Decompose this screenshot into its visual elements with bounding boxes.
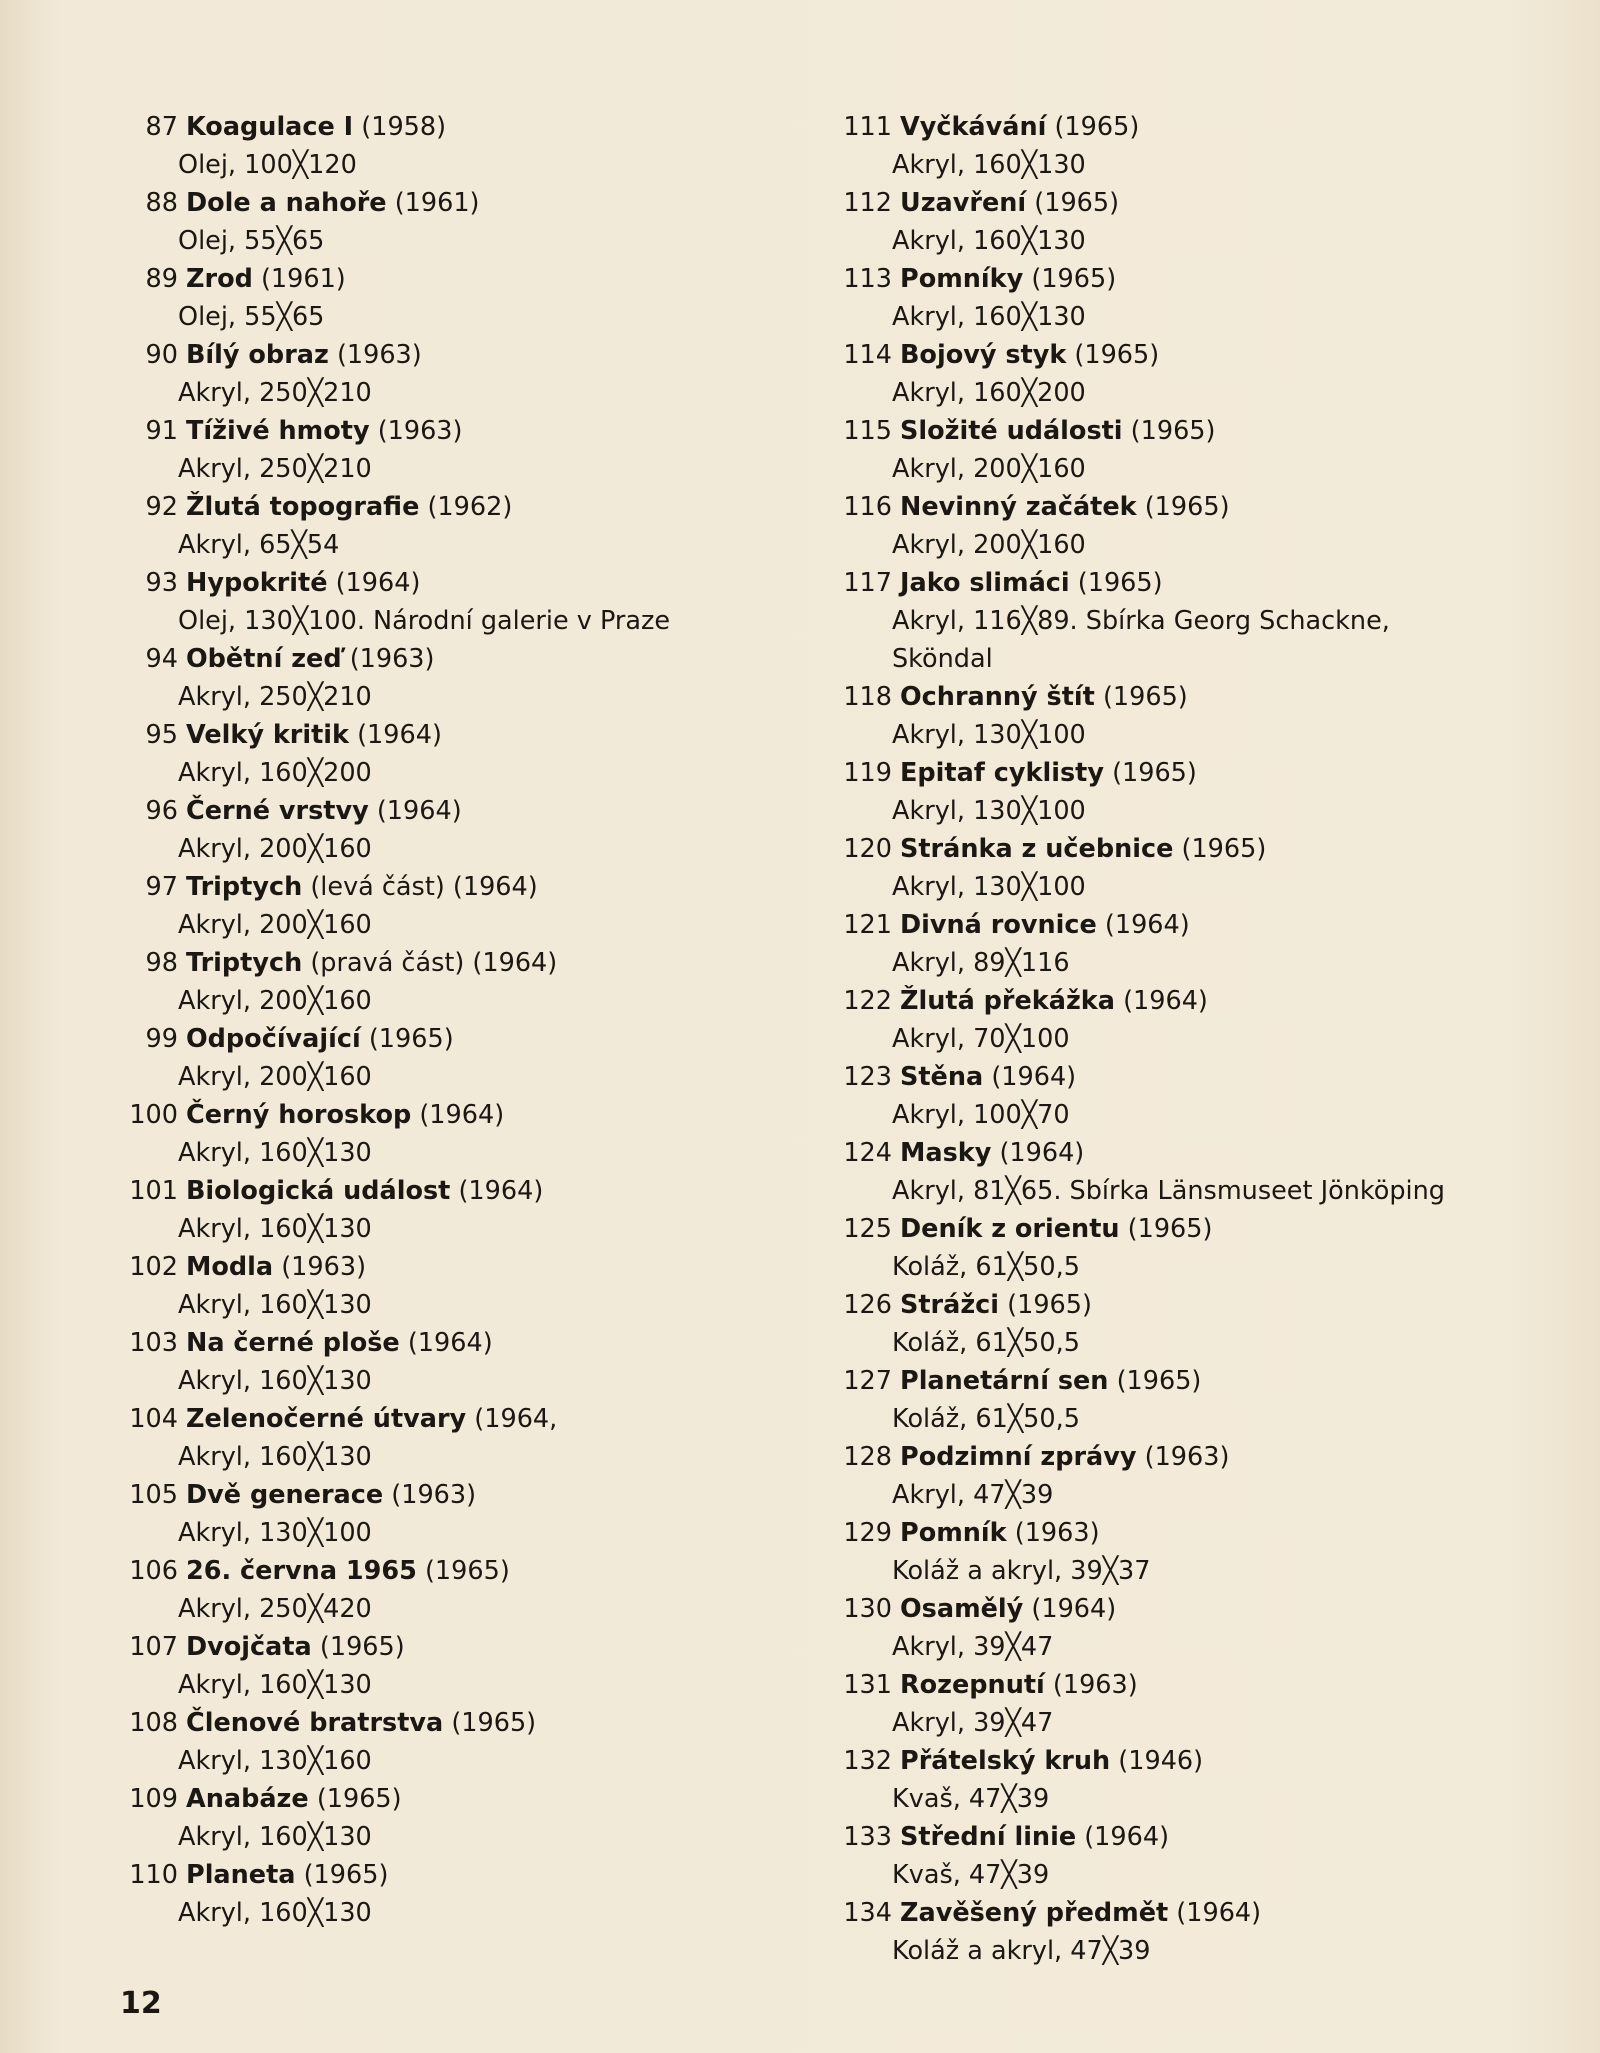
entry-medium-size: Olej, 55╳65 xyxy=(178,302,325,332)
entry-heading xyxy=(842,412,1562,450)
entry-title: Členové bratrstva xyxy=(186,1708,444,1738)
entry-medium-size: Akryl, 160╳130 xyxy=(178,1442,372,1472)
entry-medium-size: Koláž, 61╳50,5 xyxy=(892,1404,1080,1434)
entry-title: Anabáze xyxy=(186,1784,309,1814)
entry-number: 114 xyxy=(843,340,892,370)
entry-heading xyxy=(842,564,1562,602)
catalog-entry xyxy=(128,184,808,260)
catalog-entry xyxy=(128,944,808,1020)
entry-number: 116 xyxy=(843,492,892,522)
entry-heading xyxy=(842,678,1562,716)
catalog-entry xyxy=(128,640,808,716)
catalog-entry xyxy=(128,1248,808,1324)
entry-medium-size: Akryl, 160╳130 xyxy=(178,1898,372,1928)
entry-medium-size: Akryl, 81╳65. Sbírka Länsmuseet Jönköping xyxy=(892,1176,1445,1206)
catalog-entry xyxy=(842,1894,1562,1970)
entry-heading xyxy=(128,1172,808,1210)
entry-medium-size: Akryl, 130╳160 xyxy=(178,1746,372,1776)
entry-title: Složité události xyxy=(900,416,1123,446)
entry-heading xyxy=(128,716,808,754)
catalog-entry xyxy=(842,1210,1562,1286)
catalog-entry xyxy=(842,1666,1562,1742)
entry-title: Triptych xyxy=(186,872,303,902)
entry-medium-size: Akryl, 250╳210 xyxy=(178,454,372,484)
catalog-entry xyxy=(128,1552,808,1628)
entry-title: Modla xyxy=(186,1252,274,1282)
entry-medium-size: Akryl, 200╳160 xyxy=(178,910,372,940)
catalog-entry xyxy=(842,488,1562,564)
entry-title: Osamělý xyxy=(900,1594,1024,1624)
entry-year: (1965) xyxy=(1077,568,1163,598)
catalog-entry xyxy=(842,1134,1562,1210)
entry-year: (1965) xyxy=(1127,1214,1213,1244)
entry-year: (1963) xyxy=(349,644,435,674)
entry-number: 119 xyxy=(843,758,892,788)
entry-title: Dvojčata xyxy=(186,1632,312,1662)
entry-heading xyxy=(842,260,1562,298)
entry-number: 110 xyxy=(129,1860,178,1890)
entry-heading xyxy=(842,1590,1562,1628)
entry-medium-size: Koláž, 61╳50,5 xyxy=(892,1328,1080,1358)
entry-heading xyxy=(842,1286,1562,1324)
catalog-entry xyxy=(842,1514,1562,1590)
entry-title: Zrod xyxy=(186,264,253,294)
catalog-entry xyxy=(842,564,1562,678)
entry-title: Vyčkávání xyxy=(900,112,1047,142)
entry-title: Na černé ploše xyxy=(186,1328,400,1358)
entry-number: 89 xyxy=(145,264,178,294)
catalog-entry xyxy=(128,1780,808,1856)
entry-year: (1964) xyxy=(999,1138,1085,1168)
entry-title: Žlutá topografie xyxy=(186,492,420,522)
entry-year: (1964) xyxy=(376,796,462,826)
entry-title: Podzimní zprávy xyxy=(900,1442,1137,1472)
entry-year: (1961) xyxy=(394,188,480,218)
entry-medium-size: Koláž a akryl, 39╳37 xyxy=(892,1556,1151,1586)
entry-number: 87 xyxy=(145,112,178,142)
entry-year: (1946) xyxy=(1118,1746,1204,1776)
catalog-entry xyxy=(842,1590,1562,1666)
entry-number: 104 xyxy=(129,1404,178,1434)
entry-year: (1964) xyxy=(1104,910,1190,940)
entry-title: Jako slimáci xyxy=(900,568,1070,598)
entry-heading xyxy=(128,1248,808,1286)
entry-year: (1964) xyxy=(419,1100,505,1130)
left-column xyxy=(128,108,808,1932)
entry-year: (1965) xyxy=(319,1632,405,1662)
catalog-entry xyxy=(128,1628,808,1704)
entry-number: 88 xyxy=(145,188,178,218)
entry-number: 130 xyxy=(843,1594,892,1624)
entry-number: 99 xyxy=(145,1024,178,1054)
entry-heading xyxy=(128,488,808,526)
entry-title: Deník z orientu xyxy=(900,1214,1120,1244)
catalog-entry xyxy=(128,336,808,412)
entry-medium-size: Akryl, 47╳39 xyxy=(892,1480,1054,1510)
entry-title: Nevinný začátek xyxy=(900,492,1137,522)
entry-number: 109 xyxy=(129,1784,178,1814)
entry-heading xyxy=(128,640,808,678)
entry-number: 107 xyxy=(129,1632,178,1662)
entry-title: Dole a nahoře xyxy=(186,188,387,218)
catalog-entry xyxy=(842,1438,1562,1514)
entry-year: (1963) xyxy=(1014,1518,1100,1548)
entry-number: 111 xyxy=(843,112,892,142)
entry-year: (1965) xyxy=(1034,188,1120,218)
entry-heading xyxy=(842,108,1562,146)
entry-medium-size: Akryl, 39╳47 xyxy=(892,1632,1054,1662)
entry-title: Přátelský kruh xyxy=(900,1746,1111,1776)
entry-year: (1965) xyxy=(451,1708,537,1738)
entry-medium-size: Akryl, 130╳100 xyxy=(178,1518,372,1548)
entry-year: (1961) xyxy=(260,264,346,294)
entry-medium-size: Akryl, 250╳420 xyxy=(178,1594,372,1624)
entry-medium-size: Akryl, 130╳100 xyxy=(892,796,1086,826)
entry-year: (1964) xyxy=(991,1062,1077,1092)
entry-title: Černé vrstvy xyxy=(186,796,369,826)
entry-year: (1965) xyxy=(1031,264,1117,294)
entry-heading xyxy=(842,906,1562,944)
entry-title: Biologická událost xyxy=(186,1176,451,1206)
entry-medium-size: Akryl, 200╳160 xyxy=(178,834,372,864)
entry-number: 100 xyxy=(129,1100,178,1130)
entry-year: (1964) xyxy=(472,948,558,978)
entry-heading xyxy=(128,1552,808,1590)
catalog-entry xyxy=(128,564,808,640)
catalog-entry xyxy=(128,1704,808,1780)
entry-title: Masky xyxy=(900,1138,992,1168)
entry-heading xyxy=(842,1894,1562,1932)
entry-number: 98 xyxy=(145,948,178,978)
entry-year: (1964) xyxy=(357,720,442,750)
entry-title: Pomník xyxy=(900,1518,1007,1548)
entry-number: 112 xyxy=(843,188,892,218)
entry-year: (1965) xyxy=(1054,112,1140,142)
catalog-entry xyxy=(128,1324,808,1400)
entry-heading xyxy=(128,792,808,830)
entry-year: (1962) xyxy=(427,492,513,522)
catalog-entry xyxy=(128,260,808,336)
catalog-entry xyxy=(842,906,1562,982)
entry-number: 125 xyxy=(843,1214,892,1244)
entry-number: 115 xyxy=(843,416,892,446)
entry-heading xyxy=(842,1666,1562,1704)
entry-number: 96 xyxy=(145,796,178,826)
entry-number: 94 xyxy=(145,644,178,674)
entry-number: 132 xyxy=(843,1746,892,1776)
entry-title: Žlutá překážka xyxy=(900,986,1115,1016)
entry-medium-size: Olej, 130╳100. Národní galerie v Praze xyxy=(178,606,671,636)
entry-year: (1965) xyxy=(1102,682,1188,712)
right-column xyxy=(842,108,1562,1970)
entry-title: Velký kritik xyxy=(186,720,349,750)
catalog-entry xyxy=(128,1476,808,1552)
entry-title: Zelenočerné útvary xyxy=(186,1404,467,1434)
entry-collection-continued: Sköndal xyxy=(892,644,993,674)
entry-heading xyxy=(842,754,1562,792)
entry-medium-size: Akryl, 160╳200 xyxy=(892,378,1086,408)
entry-number: 122 xyxy=(843,986,892,1016)
entry-number: 123 xyxy=(843,1062,892,1092)
entry-number: 128 xyxy=(843,1442,892,1472)
entry-title: Strážci xyxy=(900,1290,1000,1320)
entry-heading xyxy=(842,1210,1562,1248)
entry-title: Střední linie xyxy=(900,1822,1077,1852)
entry-number: 93 xyxy=(145,568,178,598)
entry-medium-size: Akryl, 100╳70 xyxy=(892,1100,1070,1130)
entry-heading xyxy=(842,1134,1562,1172)
entry-year: (1958) xyxy=(361,112,447,142)
entry-medium-size: Akryl, 70╳100 xyxy=(892,1024,1070,1054)
entry-medium-size: Akryl, 250╳210 xyxy=(178,378,372,408)
entry-heading xyxy=(128,1324,808,1362)
entry-title: Stránka z učebnice xyxy=(900,834,1174,864)
entry-year: (1964) xyxy=(1176,1898,1262,1928)
entry-title: Černý horoskop xyxy=(186,1100,412,1130)
entry-medium-size: Akryl, 39╳47 xyxy=(892,1708,1054,1738)
entry-heading xyxy=(842,1818,1562,1856)
entry-heading xyxy=(128,1476,808,1514)
entry-title: Uzavření xyxy=(900,188,1027,218)
entry-number: 126 xyxy=(843,1290,892,1320)
entry-heading xyxy=(128,108,808,146)
entry-heading xyxy=(842,488,1562,526)
entry-medium-size: Akryl, 200╳160 xyxy=(892,454,1086,484)
catalog-entry xyxy=(842,412,1562,488)
entry-medium-size: Kvaš, 47╳39 xyxy=(892,1860,1050,1890)
entry-medium-size: Akryl, 160╳130 xyxy=(178,1214,372,1244)
entry-number: 118 xyxy=(843,682,892,712)
entry-medium-size: Akryl, 130╳100 xyxy=(892,872,1086,902)
entry-title: Obětní zeď xyxy=(186,644,342,674)
entry-number: 101 xyxy=(129,1176,178,1206)
entry-medium-size: Akryl, 200╳160 xyxy=(178,986,372,1016)
entry-year: (1965) xyxy=(1130,416,1216,446)
entry-heading xyxy=(128,564,808,602)
entry-title: Rozepnutí xyxy=(900,1670,1045,1700)
entry-number: 120 xyxy=(843,834,892,864)
catalog-entry xyxy=(842,1742,1562,1818)
entry-medium-size: Akryl, 250╳210 xyxy=(178,682,372,712)
entry-year: (1963) xyxy=(1144,1442,1230,1472)
catalog-entry xyxy=(842,184,1562,260)
entry-title: Planetární sen xyxy=(900,1366,1109,1396)
entry-number: 91 xyxy=(145,416,178,446)
entry-medium-size: Olej, 100╳120 xyxy=(178,150,357,180)
entry-year: (1965) xyxy=(1074,340,1160,370)
entry-year: (1963) xyxy=(336,340,422,370)
entry-year: (1964) xyxy=(1123,986,1208,1016)
catalog-entry xyxy=(128,868,808,944)
entry-medium-size: Akryl, 160╳130 xyxy=(892,226,1086,256)
entry-title: Divná rovnice xyxy=(900,910,1097,940)
entry-medium-size: Akryl, 200╳160 xyxy=(178,1062,372,1092)
entry-year: (1965) xyxy=(1007,1290,1092,1320)
entry-number: 133 xyxy=(843,1822,892,1852)
entry-year: (1965) xyxy=(303,1860,389,1890)
catalog-entry xyxy=(842,982,1562,1058)
entry-year: (1964) xyxy=(1084,1822,1170,1852)
entry-year: (1965) xyxy=(1181,834,1267,864)
entry-medium-size: Akryl, 160╳130 xyxy=(178,1290,372,1320)
entry-part: (pravá část) xyxy=(310,948,465,978)
entry-number: 117 xyxy=(843,568,892,598)
catalog-entry xyxy=(128,1020,808,1096)
entry-medium-size: Akryl, 116╳89. Sbírka Georg Schackne, xyxy=(892,606,1390,636)
entry-number: 129 xyxy=(843,1518,892,1548)
entry-number: 134 xyxy=(843,1898,892,1928)
entry-number: 95 xyxy=(145,720,178,750)
entry-heading xyxy=(128,1780,808,1818)
catalog-entry xyxy=(128,1400,808,1476)
entry-title: Stěna xyxy=(900,1062,984,1092)
entry-medium-size: Akryl, 160╳200 xyxy=(178,758,372,788)
entry-medium-size: Akryl, 160╳130 xyxy=(178,1822,372,1852)
entry-number: 108 xyxy=(129,1708,178,1738)
entry-year: (1964) xyxy=(452,872,538,902)
entry-heading xyxy=(842,830,1562,868)
entry-heading xyxy=(842,982,1562,1020)
entry-medium-size: Akryl, 89╳116 xyxy=(892,948,1070,978)
entry-year: (1963) xyxy=(1052,1670,1138,1700)
entry-medium-size: Akryl, 160╳130 xyxy=(892,302,1086,332)
catalog-entry xyxy=(842,1362,1562,1438)
entry-title: 26. června 1965 xyxy=(186,1556,417,1586)
entry-year: (1964, xyxy=(474,1404,558,1434)
entry-number: 103 xyxy=(129,1328,178,1358)
entry-heading xyxy=(128,184,808,222)
entry-year: (1964) xyxy=(1031,1594,1117,1624)
entry-heading xyxy=(128,1856,808,1894)
entry-number: 127 xyxy=(843,1366,892,1396)
entry-medium-size: Koláž a akryl, 47╳39 xyxy=(892,1936,1151,1966)
entry-number: 106 xyxy=(129,1556,178,1586)
entry-year: (1963) xyxy=(377,416,463,446)
entry-heading xyxy=(128,944,808,982)
entry-medium-size: Kvaš, 47╳39 xyxy=(892,1784,1050,1814)
entry-heading xyxy=(842,184,1562,222)
entry-title: Epitaf cyklisty xyxy=(900,758,1104,788)
entry-year: (1965) xyxy=(1112,758,1197,788)
entry-medium-size: Akryl, 130╳100 xyxy=(892,720,1086,750)
entry-heading xyxy=(842,336,1562,374)
entry-heading xyxy=(128,1628,808,1666)
entry-part: (levá část) xyxy=(310,872,445,902)
catalog-entry xyxy=(842,336,1562,412)
entry-number: 131 xyxy=(843,1670,892,1700)
entry-number: 124 xyxy=(843,1138,892,1168)
entry-heading xyxy=(842,1514,1562,1552)
entry-medium-size: Akryl, 200╳160 xyxy=(892,530,1086,560)
entry-title: Bílý obraz xyxy=(186,340,329,370)
entry-heading xyxy=(842,1362,1562,1400)
entry-heading xyxy=(128,1096,808,1134)
catalog-entry xyxy=(842,108,1562,184)
entry-title: Odpočívající xyxy=(186,1024,361,1054)
entry-medium-size: Akryl, 160╳130 xyxy=(178,1138,372,1168)
entry-title: Ochranný štít xyxy=(900,682,1095,712)
entry-title: Koagulace I xyxy=(186,112,354,142)
entry-year: (1965) xyxy=(1144,492,1230,522)
entry-year: (1965) xyxy=(316,1784,402,1814)
entry-heading xyxy=(128,1020,808,1058)
entry-medium-size: Akryl, 65╳54 xyxy=(178,530,340,560)
entry-year: (1965) xyxy=(424,1556,510,1586)
entry-title: Dvě generace xyxy=(186,1480,384,1510)
entry-year: (1963) xyxy=(391,1480,477,1510)
entry-heading xyxy=(128,412,808,450)
catalog-entry xyxy=(842,830,1562,906)
catalog-entry xyxy=(128,412,808,488)
entry-heading xyxy=(842,1438,1562,1476)
entry-medium-size: Olej, 55╳65 xyxy=(178,226,325,256)
entry-medium-size: Akryl, 160╳130 xyxy=(892,150,1086,180)
entry-year: (1965) xyxy=(1116,1366,1202,1396)
entry-title: Bojový styk xyxy=(900,340,1067,370)
entry-medium-size: Koláž, 61╳50,5 xyxy=(892,1252,1080,1282)
entry-number: 102 xyxy=(129,1252,178,1282)
entry-year: (1965) xyxy=(368,1024,454,1054)
entry-number: 113 xyxy=(843,264,892,294)
entry-heading xyxy=(128,336,808,374)
catalog-entry xyxy=(128,792,808,868)
catalog-entry xyxy=(128,108,808,184)
entry-heading xyxy=(842,1742,1562,1780)
entry-heading xyxy=(128,1400,808,1438)
entry-number: 105 xyxy=(129,1480,178,1510)
catalog-entry xyxy=(128,1096,808,1172)
entry-number: 121 xyxy=(843,910,892,940)
entry-title: Triptych xyxy=(186,948,303,978)
entry-title: Pomníky xyxy=(900,264,1024,294)
entry-medium-size: Akryl, 160╳130 xyxy=(178,1366,372,1396)
entry-title: Zavěšený předmět xyxy=(900,1898,1169,1928)
catalog-entry xyxy=(842,260,1562,336)
entry-number: 92 xyxy=(145,492,178,522)
catalog-entry xyxy=(842,1058,1562,1134)
entry-number: 97 xyxy=(145,872,178,902)
entry-title: Tíživé hmoty xyxy=(186,416,370,446)
entry-year: (1964) xyxy=(458,1176,544,1206)
catalog-entry xyxy=(842,1286,1562,1362)
entry-heading xyxy=(842,1058,1562,1096)
entry-number: 90 xyxy=(145,340,178,370)
entry-title: Planeta xyxy=(186,1860,296,1890)
entry-year: (1964) xyxy=(335,568,421,598)
entry-year: (1964) xyxy=(407,1328,493,1358)
catalog-entry xyxy=(128,716,808,792)
entry-year: (1963) xyxy=(281,1252,367,1282)
catalog-entry xyxy=(128,1856,808,1932)
catalog-entry xyxy=(842,1818,1562,1894)
entry-heading xyxy=(128,1704,808,1742)
catalog-entry xyxy=(128,1172,808,1248)
entry-heading xyxy=(128,260,808,298)
page-number: 12 xyxy=(120,1986,162,2021)
entry-heading xyxy=(128,868,808,906)
catalog-entry xyxy=(842,678,1562,754)
entry-medium-size: Akryl, 160╳130 xyxy=(178,1670,372,1700)
catalog-entry xyxy=(128,488,808,564)
catalog-entry xyxy=(842,754,1562,830)
entry-title: Hypokrité xyxy=(186,568,328,598)
